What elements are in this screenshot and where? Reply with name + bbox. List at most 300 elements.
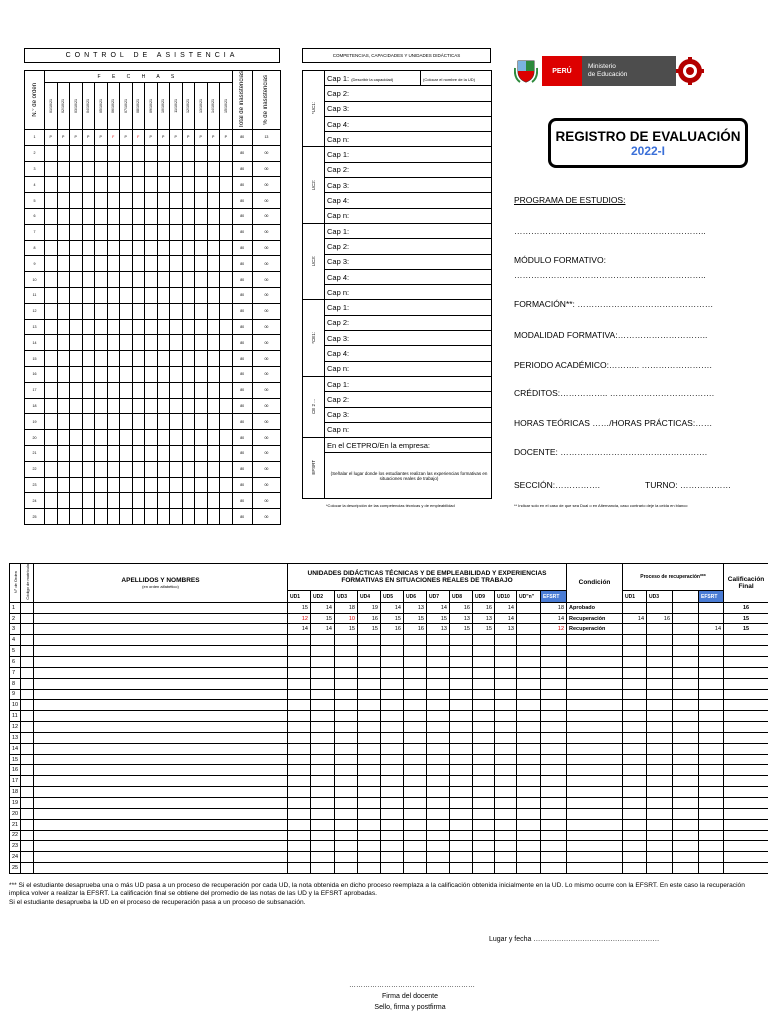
att-mark-cell[interactable] (145, 272, 158, 288)
grades-score-cell[interactable] (541, 754, 567, 765)
att-mark-cell[interactable] (145, 414, 158, 430)
grades-score-cell[interactable] (311, 635, 335, 646)
grades-score-cell[interactable] (288, 743, 311, 754)
comp-cap-cell[interactable]: Cap 3: (325, 178, 492, 193)
att-mark-cell[interactable] (220, 161, 233, 177)
grades-score-cell[interactable] (335, 722, 358, 733)
grades-score-cell[interactable] (404, 722, 427, 733)
grades-score-cell[interactable] (427, 743, 450, 754)
grades-rec-cell[interactable] (673, 776, 699, 787)
grades-score-cell[interactable] (427, 732, 450, 743)
grades-score-cell[interactable]: 15 (335, 624, 358, 635)
grades-rec-cell[interactable] (647, 819, 673, 830)
grades-score-cell[interactable] (427, 765, 450, 776)
att-mark-cell[interactable] (170, 224, 183, 240)
att-mark-cell[interactable] (195, 382, 208, 398)
grades-rec-cell[interactable] (673, 700, 699, 711)
comp-cap-cell[interactable]: Cap 3: (325, 254, 492, 269)
grades-rec-cell[interactable] (699, 776, 724, 787)
grades-score-cell[interactable] (311, 646, 335, 657)
grades-score-cell[interactable] (404, 657, 427, 668)
att-mark-cell[interactable]: P (70, 130, 83, 146)
att-mark-cell[interactable] (145, 351, 158, 367)
att-mark-cell[interactable] (120, 398, 133, 414)
att-mark-cell[interactable] (57, 477, 70, 493)
grades-name-cell[interactable] (34, 700, 288, 711)
att-mark-cell[interactable] (95, 161, 108, 177)
grades-score-cell[interactable] (495, 700, 517, 711)
grades-code-cell[interactable] (21, 787, 34, 798)
att-mark-cell[interactable] (120, 256, 133, 272)
att-mark-cell[interactable] (45, 461, 58, 477)
att-mark-cell[interactable] (45, 161, 58, 177)
grades-rec-cell[interactable] (673, 743, 699, 754)
grades-score-cell[interactable] (495, 711, 517, 722)
grades-score-cell[interactable] (517, 830, 541, 841)
grades-score-cell[interactable] (288, 765, 311, 776)
att-mark-cell[interactable] (220, 224, 233, 240)
grades-score-cell[interactable] (517, 863, 541, 874)
grades-rec-cell[interactable] (673, 624, 699, 635)
grades-final-cell[interactable] (724, 667, 768, 678)
att-mark-cell[interactable] (120, 224, 133, 240)
comp-cap-cell[interactable]: Cap 1: (325, 376, 492, 391)
grades-score-cell[interactable]: 13 (450, 613, 473, 624)
att-mark-cell[interactable] (145, 240, 158, 256)
att-mark-cell[interactable] (132, 240, 145, 256)
att-mark-cell[interactable] (182, 382, 195, 398)
grades-score-cell[interactable] (517, 667, 541, 678)
grades-score-cell[interactable] (288, 852, 311, 863)
grades-score-cell[interactable] (404, 852, 427, 863)
grades-name-cell[interactable] (34, 841, 288, 852)
att-mark-cell[interactable] (195, 288, 208, 304)
att-mark-cell[interactable] (107, 382, 120, 398)
grades-condition-cell[interactable]: Aprobado (567, 602, 623, 613)
grades-rec-cell[interactable] (623, 635, 647, 646)
grades-name-cell[interactable] (34, 776, 288, 787)
grades-score-cell[interactable] (288, 797, 311, 808)
grades-score-cell[interactable] (381, 787, 404, 798)
grades-name-cell[interactable] (34, 797, 288, 808)
grades-score-cell[interactable] (541, 819, 567, 830)
att-mark-cell[interactable] (182, 256, 195, 272)
grades-score-cell[interactable]: 15 (450, 624, 473, 635)
att-mark-cell[interactable] (220, 461, 233, 477)
grades-rec-cell[interactable] (673, 787, 699, 798)
att-mark-cell[interactable] (120, 303, 133, 319)
att-mark-cell[interactable] (145, 161, 158, 177)
att-mark-cell[interactable]: F (107, 130, 120, 146)
grades-score-cell[interactable]: 15 (427, 613, 450, 624)
grades-score-cell[interactable] (404, 830, 427, 841)
att-mark-cell[interactable] (157, 382, 170, 398)
grades-final-cell[interactable] (724, 776, 768, 787)
comp-cap-cell[interactable]: Cap 2: (325, 315, 492, 330)
grades-final-cell[interactable]: 15 (724, 624, 768, 635)
grades-score-cell[interactable] (473, 830, 495, 841)
att-mark-cell[interactable] (195, 445, 208, 461)
grades-score-cell[interactable]: 14 (311, 602, 335, 613)
grades-rec-cell[interactable] (623, 700, 647, 711)
grades-condition-cell[interactable] (567, 657, 623, 668)
att-mark-cell[interactable] (70, 256, 83, 272)
grades-score-cell[interactable]: 14 (381, 602, 404, 613)
grades-name-cell[interactable] (34, 602, 288, 613)
att-mark-cell[interactable] (207, 477, 220, 493)
grades-code-cell[interactable] (21, 819, 34, 830)
grades-code-cell[interactable] (21, 635, 34, 646)
grades-score-cell[interactable] (517, 808, 541, 819)
att-mark-cell[interactable] (220, 414, 233, 430)
att-mark-cell[interactable] (95, 509, 108, 525)
grades-score-cell[interactable] (404, 863, 427, 874)
grades-score-cell[interactable]: 12 (288, 613, 311, 624)
att-mark-cell[interactable] (132, 272, 145, 288)
grades-code-cell[interactable] (21, 743, 34, 754)
comp-cap-cell[interactable]: Cap 1: (325, 223, 492, 238)
grades-score-cell[interactable]: 15 (381, 613, 404, 624)
att-mark-cell[interactable] (145, 256, 158, 272)
grades-score-cell[interactable] (335, 732, 358, 743)
att-mark-cell[interactable] (57, 240, 70, 256)
grades-score-cell[interactable]: 14 (311, 624, 335, 635)
grades-score-cell[interactable] (335, 841, 358, 852)
att-mark-cell[interactable] (107, 319, 120, 335)
grades-final-cell[interactable] (724, 765, 768, 776)
grades-score-cell[interactable] (288, 700, 311, 711)
att-mark-cell[interactable] (132, 509, 145, 525)
att-mark-cell[interactable] (107, 335, 120, 351)
grades-code-cell[interactable] (21, 613, 34, 624)
grades-score-cell[interactable] (473, 646, 495, 657)
att-mark-cell[interactable]: P (182, 130, 195, 146)
grades-score-cell[interactable] (311, 819, 335, 830)
grades-score-cell[interactable] (311, 657, 335, 668)
att-mark-cell[interactable] (57, 445, 70, 461)
grades-rec-cell[interactable] (673, 852, 699, 863)
grades-score-cell[interactable]: 18 (541, 602, 567, 613)
att-mark-cell[interactable] (120, 351, 133, 367)
grades-score-cell[interactable] (541, 743, 567, 754)
grades-rec-cell[interactable] (673, 667, 699, 678)
grades-score-cell[interactable] (541, 776, 567, 787)
att-mark-cell[interactable] (145, 367, 158, 383)
att-mark-cell[interactable] (120, 430, 133, 446)
grades-score-cell[interactable] (335, 787, 358, 798)
grades-score-cell[interactable] (358, 863, 381, 874)
grades-score-cell[interactable]: 14 (427, 602, 450, 613)
att-mark-cell[interactable] (145, 461, 158, 477)
att-mark-cell[interactable] (107, 367, 120, 383)
grades-score-cell[interactable]: 13 (404, 602, 427, 613)
att-mark-cell[interactable] (70, 209, 83, 225)
grades-condition-cell[interactable] (567, 830, 623, 841)
att-mark-cell[interactable] (95, 414, 108, 430)
att-mark-cell[interactable] (170, 272, 183, 288)
att-mark-cell[interactable] (195, 256, 208, 272)
grades-score-cell[interactable] (473, 754, 495, 765)
att-mark-cell[interactable] (170, 430, 183, 446)
grades-rec-cell[interactable] (647, 722, 673, 733)
grades-rec-cell[interactable]: 14 (623, 613, 647, 624)
att-mark-cell[interactable] (145, 382, 158, 398)
grades-score-cell[interactable] (541, 852, 567, 863)
att-mark-cell[interactable] (132, 209, 145, 225)
grades-score-cell[interactable] (404, 765, 427, 776)
grades-score-cell[interactable] (517, 678, 541, 689)
att-mark-cell[interactable] (220, 477, 233, 493)
grades-code-cell[interactable] (21, 732, 34, 743)
att-mark-cell[interactable] (182, 461, 195, 477)
grades-score-cell[interactable] (450, 765, 473, 776)
comp-cap-cell[interactable]: Cap 4: (325, 193, 492, 208)
comp-cap-cell[interactable]: Cap 2: (325, 162, 492, 177)
grades-score-cell[interactable] (404, 646, 427, 657)
att-mark-cell[interactable] (95, 177, 108, 193)
att-mark-cell[interactable] (170, 177, 183, 193)
att-mark-cell[interactable] (57, 193, 70, 209)
comp-cap-cell[interactable]: Cap 4: (325, 269, 492, 284)
att-mark-cell[interactable] (195, 351, 208, 367)
att-mark-cell[interactable] (95, 367, 108, 383)
att-mark-cell[interactable] (95, 493, 108, 509)
grades-score-cell[interactable] (335, 852, 358, 863)
grades-score-cell[interactable] (495, 732, 517, 743)
grades-score-cell[interactable] (358, 646, 381, 657)
att-mark-cell[interactable] (207, 414, 220, 430)
att-mark-cell[interactable] (95, 209, 108, 225)
grades-condition-cell[interactable] (567, 819, 623, 830)
att-mark-cell[interactable] (57, 414, 70, 430)
att-mark-cell[interactable] (70, 272, 83, 288)
att-mark-cell[interactable] (195, 177, 208, 193)
grades-final-cell[interactable] (724, 722, 768, 733)
att-mark-cell[interactable] (107, 224, 120, 240)
att-mark-cell[interactable] (95, 319, 108, 335)
grades-condition-cell[interactable] (567, 797, 623, 808)
att-mark-cell[interactable] (120, 414, 133, 430)
grades-score-cell[interactable] (495, 635, 517, 646)
att-mark-cell[interactable] (82, 351, 95, 367)
grades-code-cell[interactable] (21, 657, 34, 668)
att-mark-cell[interactable] (195, 161, 208, 177)
comp-cap-cell[interactable]: Cap 3: (325, 407, 492, 422)
grades-score-cell[interactable] (288, 722, 311, 733)
comp-cap-cell[interactable]: Cap n: (325, 208, 492, 223)
att-mark-cell[interactable] (170, 256, 183, 272)
grades-score-cell[interactable] (404, 700, 427, 711)
grades-score-cell[interactable] (541, 657, 567, 668)
grades-score-cell[interactable] (335, 711, 358, 722)
att-mark-cell[interactable] (132, 288, 145, 304)
grades-score-cell[interactable] (358, 667, 381, 678)
grades-code-cell[interactable] (21, 602, 34, 613)
grades-score-cell[interactable] (288, 754, 311, 765)
att-mark-cell[interactable] (145, 493, 158, 509)
grades-score-cell[interactable] (450, 678, 473, 689)
grades-name-cell[interactable] (34, 787, 288, 798)
att-mark-cell[interactable] (57, 145, 70, 161)
att-mark-cell[interactable] (95, 477, 108, 493)
grades-rec-cell[interactable] (647, 657, 673, 668)
grades-name-cell[interactable] (34, 732, 288, 743)
grades-score-cell[interactable] (450, 732, 473, 743)
grades-rec-cell[interactable] (647, 797, 673, 808)
att-mark-cell[interactable] (182, 224, 195, 240)
att-mark-cell[interactable] (182, 240, 195, 256)
grades-rec-cell[interactable] (647, 852, 673, 863)
att-mark-cell[interactable] (120, 382, 133, 398)
att-mark-cell[interactable] (195, 477, 208, 493)
att-mark-cell[interactable] (57, 177, 70, 193)
grades-score-cell[interactable] (358, 700, 381, 711)
att-mark-cell[interactable] (220, 335, 233, 351)
att-mark-cell[interactable] (107, 414, 120, 430)
att-mark-cell[interactable] (145, 430, 158, 446)
att-mark-cell[interactable] (107, 398, 120, 414)
grades-rec-cell[interactable] (647, 765, 673, 776)
att-mark-cell[interactable] (182, 430, 195, 446)
grades-rec-cell[interactable] (623, 678, 647, 689)
att-mark-cell[interactable] (195, 272, 208, 288)
grades-rec-cell[interactable] (673, 808, 699, 819)
grades-final-cell[interactable] (724, 754, 768, 765)
att-mark-cell[interactable] (45, 351, 58, 367)
att-mark-cell[interactable] (95, 445, 108, 461)
comp-cap-cell[interactable]: Cap 2: (325, 392, 492, 407)
grades-rec-cell[interactable] (647, 863, 673, 874)
att-mark-cell[interactable] (170, 161, 183, 177)
att-mark-cell[interactable] (132, 445, 145, 461)
grades-score-cell[interactable] (335, 743, 358, 754)
grades-score-cell[interactable] (358, 852, 381, 863)
att-mark-cell[interactable] (195, 398, 208, 414)
att-mark-cell[interactable] (220, 240, 233, 256)
att-mark-cell[interactable] (57, 319, 70, 335)
grades-score-cell[interactable]: 15 (311, 613, 335, 624)
comp-cap-cell[interactable]: Cap n: (325, 422, 492, 437)
grades-score-cell[interactable]: 13 (427, 624, 450, 635)
att-mark-cell[interactable] (95, 193, 108, 209)
att-mark-cell[interactable] (45, 145, 58, 161)
grades-score-cell[interactable] (427, 689, 450, 700)
grades-score-cell[interactable] (517, 776, 541, 787)
att-mark-cell[interactable] (82, 493, 95, 509)
att-mark-cell[interactable] (57, 224, 70, 240)
grades-score-cell[interactable] (450, 700, 473, 711)
att-mark-cell[interactable] (220, 430, 233, 446)
grades-rec-cell[interactable] (699, 808, 724, 819)
grades-rec-cell[interactable] (647, 841, 673, 852)
att-mark-cell[interactable] (120, 288, 133, 304)
att-mark-cell[interactable] (145, 398, 158, 414)
grades-score-cell[interactable] (288, 841, 311, 852)
grades-final-cell[interactable] (724, 808, 768, 819)
grades-score-cell[interactable] (495, 722, 517, 733)
grades-score-cell[interactable] (288, 808, 311, 819)
grades-score-cell[interactable] (381, 722, 404, 733)
grades-name-cell[interactable] (34, 689, 288, 700)
att-mark-cell[interactable] (132, 161, 145, 177)
grades-score-cell[interactable] (358, 689, 381, 700)
grades-score-cell[interactable] (404, 689, 427, 700)
grades-rec-cell[interactable] (699, 722, 724, 733)
grades-score-cell[interactable] (473, 732, 495, 743)
grades-code-cell[interactable] (21, 678, 34, 689)
att-mark-cell[interactable] (45, 272, 58, 288)
att-mark-cell[interactable] (45, 209, 58, 225)
att-mark-cell[interactable] (82, 398, 95, 414)
att-mark-cell[interactable] (207, 367, 220, 383)
grades-score-cell[interactable] (311, 722, 335, 733)
att-mark-cell[interactable] (145, 335, 158, 351)
grades-score-cell[interactable] (427, 830, 450, 841)
grades-final-cell[interactable] (724, 787, 768, 798)
att-mark-cell[interactable] (107, 303, 120, 319)
grades-score-cell[interactable] (358, 776, 381, 787)
grades-score-cell[interactable] (450, 657, 473, 668)
grades-score-cell[interactable] (541, 667, 567, 678)
grades-score-cell[interactable] (541, 765, 567, 776)
att-mark-cell[interactable] (220, 209, 233, 225)
grades-score-cell[interactable] (495, 863, 517, 874)
grades-score-cell[interactable] (311, 808, 335, 819)
att-mark-cell[interactable] (57, 493, 70, 509)
grades-score-cell[interactable] (335, 667, 358, 678)
grades-score-cell[interactable] (335, 678, 358, 689)
grades-score-cell[interactable] (381, 743, 404, 754)
grades-score-cell[interactable] (517, 689, 541, 700)
grades-condition-cell[interactable] (567, 635, 623, 646)
att-mark-cell[interactable] (120, 272, 133, 288)
grades-score-cell[interactable] (381, 797, 404, 808)
grades-name-cell[interactable] (34, 830, 288, 841)
att-mark-cell[interactable] (82, 335, 95, 351)
grades-condition-cell[interactable] (567, 776, 623, 787)
grades-score-cell[interactable] (427, 722, 450, 733)
att-mark-cell[interactable] (170, 367, 183, 383)
grades-rec-cell[interactable] (673, 689, 699, 700)
att-mark-cell[interactable] (207, 209, 220, 225)
att-mark-cell[interactable] (157, 367, 170, 383)
grades-score-cell[interactable] (427, 808, 450, 819)
grades-score-cell[interactable] (473, 722, 495, 733)
grades-score-cell[interactable] (495, 797, 517, 808)
att-mark-cell[interactable] (132, 398, 145, 414)
att-mark-cell[interactable]: F (132, 130, 145, 146)
grades-score-cell[interactable] (358, 732, 381, 743)
grades-score-cell[interactable] (517, 765, 541, 776)
att-mark-cell[interactable] (45, 477, 58, 493)
att-mark-cell[interactable] (145, 477, 158, 493)
att-mark-cell[interactable] (170, 209, 183, 225)
grades-name-cell[interactable] (34, 678, 288, 689)
grades-code-cell[interactable] (21, 754, 34, 765)
att-mark-cell[interactable] (195, 209, 208, 225)
grades-code-cell[interactable] (21, 797, 34, 808)
grades-score-cell[interactable] (495, 830, 517, 841)
att-mark-cell[interactable] (207, 145, 220, 161)
grades-final-cell[interactable] (724, 646, 768, 657)
att-mark-cell[interactable] (157, 272, 170, 288)
grades-score-cell[interactable]: 13 (495, 624, 517, 635)
att-mark-cell[interactable] (95, 382, 108, 398)
att-mark-cell[interactable] (107, 351, 120, 367)
grades-rec-cell[interactable] (699, 635, 724, 646)
grades-rec-cell[interactable] (699, 657, 724, 668)
att-mark-cell[interactable] (82, 430, 95, 446)
